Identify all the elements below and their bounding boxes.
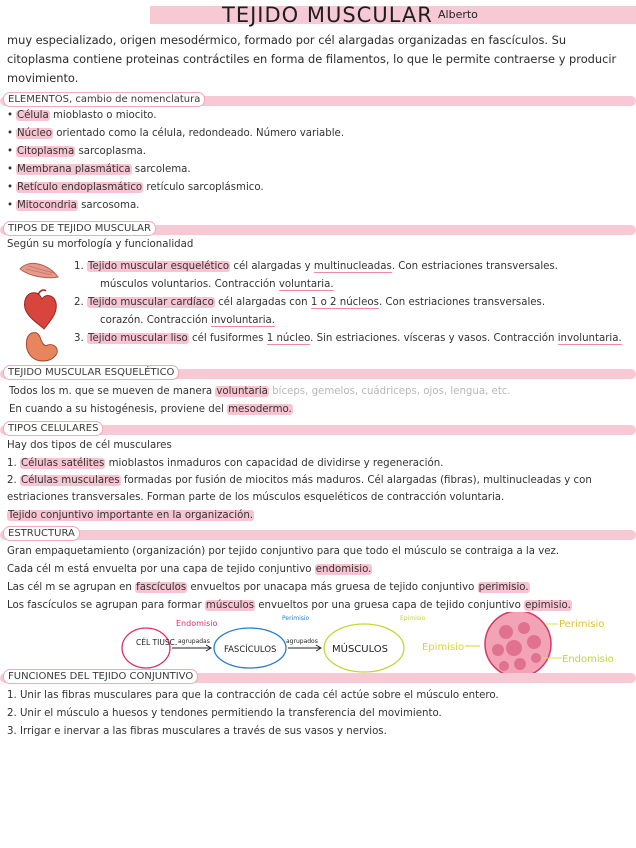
section-heading-elementos: ELEMENTOS, cambio de nomenclatura xyxy=(3,92,205,107)
celulares-line-5: Tejido conjuntivo importante en la organización. xyxy=(8,510,254,521)
celulares-line-2: 1. Células satélites mioblastos inmaduros con capacidad de dividirse y regeneración. xyxy=(7,458,444,469)
list-item: • Membrana plasmática sarcolema. xyxy=(7,164,191,175)
list-item: • Núcleo orientado como la célula, redondeado. Número variable. xyxy=(7,128,345,139)
estructura-line-4: Los fascículos se agrupan para formar músculos envueltos por una gruesa capa de tejido conjuntivo epimisio. xyxy=(7,600,571,611)
heart-icon xyxy=(24,290,56,329)
esqueletico-line-1: Todos los m. que se mueven de manera voluntaria bíceps, gemelos, cuádriceps, ojos, lengua, etc. xyxy=(9,386,511,397)
cel-label: CÉL TIUSC. xyxy=(136,638,178,647)
section-heading-celulares: TIPOS CELULARES xyxy=(3,421,103,436)
fasciculos-label: FASCÍCULOS xyxy=(224,645,277,655)
list-item: 1. Unir las fibras musculares para que la contracción de cada cél actúe sobre el músculo entero. xyxy=(7,690,499,701)
list-item: • Citoplasma sarcoplasma. xyxy=(7,146,147,157)
celulares-line-1: Hay dos tipos de cél musculares xyxy=(7,440,172,451)
estructura-line-3: Las cél m se agrupan en fascículos envueltos por unacapa más gruesa de tejido conjuntivo perimisio. xyxy=(7,582,529,593)
skeletal-muscle-icon xyxy=(20,263,58,277)
muscle-section-icon xyxy=(485,612,551,677)
section-bar-estructura xyxy=(0,530,636,540)
muscle-icons xyxy=(18,257,62,367)
tipo-item: 2. Tejido muscular cardíaco cél alargadas con 1 o 2 núcleos. Con estriaciones transversales. xyxy=(74,297,546,308)
perimisio-tag: Perimisio xyxy=(282,615,310,622)
tipo-item: 1. Tejido muscular esquelético cél alargadas y multinucleadas. Con estriaciones transversales. xyxy=(74,261,558,272)
arrow1-label: agrupadas xyxy=(178,638,210,645)
stomach-icon xyxy=(26,333,57,361)
celulares-line-3: 2. Células musculares formadas por fusión de miocitos más maduros. Cél alargadas (fibras), multinucleadas y con xyxy=(7,475,592,486)
estructura-line-1: Gran empaquetamiento (organización) por tejido conjuntivo para que todo el músculo se contraiga a la vez. xyxy=(7,546,560,557)
section-heading-estructura: ESTRUCTURA xyxy=(3,526,80,541)
arrow2-label: agrupados xyxy=(286,638,318,645)
list-item: 3. Irrigar e inervar a las fibras musculares a través de sus vasos y nervios. xyxy=(7,726,387,737)
section-perimisio-label: Perimisio xyxy=(559,619,605,630)
intro-paragraph: muy especializado, origen mesodérmico, formado por cél alargadas organizadas en fascículos. Su citoplasma contiene proteinas contráctiles en forma de filamentos, lo que le permite contraerse y producir movimiento. xyxy=(7,33,617,85)
estructura-line-2: Cada cél m está envuelta por una capa de tejido conjuntivo endomisio. xyxy=(7,564,372,575)
tipos-subtitle: Según su morfología y funcionalidad xyxy=(7,239,194,250)
esqueletico-line-2: En cuando a su histogénesis, proviene del mesodermo. xyxy=(9,404,292,415)
list-item: • Mitocondria sarcosoma. xyxy=(7,200,140,211)
section-heading-esqueletico: TEJIDO MUSCULAR ESQUELÉTICO xyxy=(3,365,179,380)
section-heading-funciones: FUNCIONES DEL TEJIDO CONJUNTIVO xyxy=(3,669,198,684)
section-epimisio-label: Epimisio xyxy=(422,642,465,653)
section-heading-tipos: TIPOS DE TEJIDO MUSCULAR xyxy=(3,221,156,236)
tipo-item: 3. Tejido muscular liso cél fusiformes 1 núcleo. Sin estriaciones. vísceras y vasos. Contracción involuntaria. xyxy=(74,333,622,344)
musculos-label: MÚSCULOS xyxy=(332,644,389,655)
page-title: TEJIDO MUSCULAR xyxy=(222,3,433,27)
author-name: Alberto xyxy=(438,8,478,21)
endomisio-tag: Endomisio xyxy=(176,619,218,628)
list-item: • Célula mioblasto o miocito. xyxy=(7,110,157,121)
section-endomisio-label: Endomisio xyxy=(562,654,614,665)
cel-bubble xyxy=(122,628,170,668)
list-item: • Retículo endoplasmático retículo sarcoplásmico. xyxy=(7,182,264,193)
celulares-line-4: estriaciones transversales. Forman parte de los músculos esqueléticos de contracción voluntaria. xyxy=(7,492,505,503)
list-item: 2. Unir el músculo a huesos y tendones permitiendo la transferencia del movimiento. xyxy=(7,708,442,719)
tipo-item-detail: corazón. Contracción involuntaria. xyxy=(100,315,276,326)
tipo-item-detail: músculos voluntarios. Contracción voluntaria. xyxy=(100,279,334,290)
epimisio-tag: Epimisio xyxy=(400,615,426,622)
